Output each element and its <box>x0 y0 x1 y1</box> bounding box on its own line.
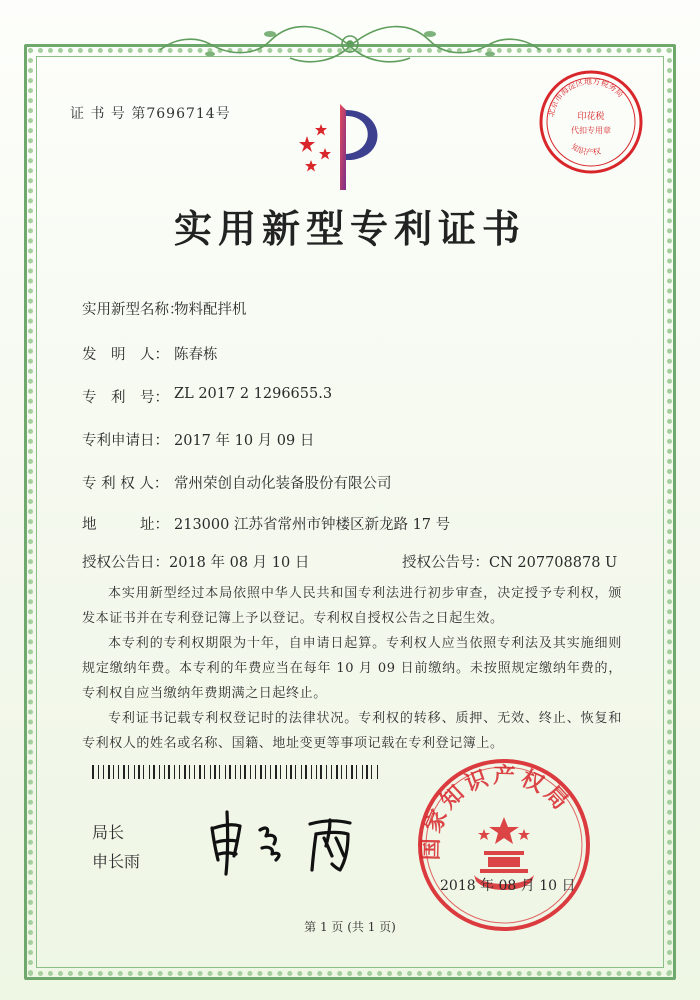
seal-date: 2018 年 08 月 10 日 <box>440 878 576 894</box>
paragraph-term-and-fees: 本专利的专利权期限为十年，自申请日起算。专利权人应当依照专利法及其实施细则规定缴纳年费。本专利的年费应当在每年 10 月 09 日前缴纳。未按照规定缴纳年费的，专利权自应当缴纳年费期满之日起终止。 <box>82 636 622 701</box>
field-value: 213000 江苏省常州市钟楼区新龙路 17 号 <box>174 517 451 533</box>
field-value: 陈春栋 <box>174 347 218 363</box>
field-application-date <box>82 429 314 450</box>
barcode-icon <box>92 765 382 779</box>
field-value: 常州荣创自动化装备股份有限公司 <box>174 476 392 492</box>
tax-stamp-seal-icon <box>536 67 646 177</box>
director-handwritten-signature <box>200 790 370 880</box>
grant-number <box>402 551 617 572</box>
paragraph-legal-status: 专利证书记载专利权登记时的法律状况。专利权的转移、质押、无效、终止、恢复和专利权人的姓名或名称、国籍、地址变更等事项记载在专利登记簿上。 <box>82 711 622 751</box>
svg-text:知识产权: 知识产权 <box>569 142 602 157</box>
top-ornament-icon <box>150 16 550 76</box>
field-value: ZL 2017 2 1296655.3 <box>174 386 333 402</box>
svg-text:印花税: 印花税 <box>577 112 605 122</box>
field-inventor <box>82 343 218 364</box>
director-name: 申长雨 <box>92 852 141 871</box>
grant-number-label: 授权公告号： <box>402 555 489 571</box>
certificate-title: 实用新型专利证书 <box>173 206 526 251</box>
svg-text:北京市海淀区地方税务局: 北京市海淀区地方税务局 <box>546 76 626 118</box>
paragraph-grant-statement: 本实用新型经过本局依照中华人民共和国专利法进行初步审查，决定授予专利权，颁发本证书并在专利登记簿上予以登记。专利权自授权公告之日起生效。 <box>82 586 622 626</box>
field-label: 专 利 权 人： <box>82 476 169 492</box>
certificate-number: 证 书 号 第7696714号 <box>70 106 231 122</box>
field-label: 专 利 号： <box>82 390 169 406</box>
field-value: 2017 年 10 月 09 日 <box>174 433 315 449</box>
svg-text:代扣专用章: 代扣专用章 <box>571 126 611 135</box>
field-label: 地 址： <box>82 517 169 533</box>
field-patentee <box>82 472 392 493</box>
grant-date-value: 2018 年 08 月 10 日 <box>169 555 310 571</box>
field-value: 物料配拌机 <box>174 302 247 318</box>
director-title: 局长 <box>92 823 125 842</box>
patent-office-logo-icon <box>285 98 395 198</box>
field-label: 实用新型名称： <box>82 302 184 318</box>
field-label: 专利申请日： <box>82 433 169 449</box>
seal-text: 国家知识产权局 <box>418 763 576 861</box>
patent-office-red-seal-icon <box>414 755 594 935</box>
page-number: 第 1 页 (共 1 页) <box>304 920 396 934</box>
field-label: 发 明 人： <box>82 347 169 363</box>
field-address <box>82 513 450 534</box>
grant-date-label: 授权公告日： <box>82 555 169 571</box>
field-utility-model-name <box>82 298 247 319</box>
grant-number-value: CN 207708878 U <box>489 555 618 571</box>
grant-date <box>82 551 309 572</box>
field-patent-number <box>82 386 332 407</box>
